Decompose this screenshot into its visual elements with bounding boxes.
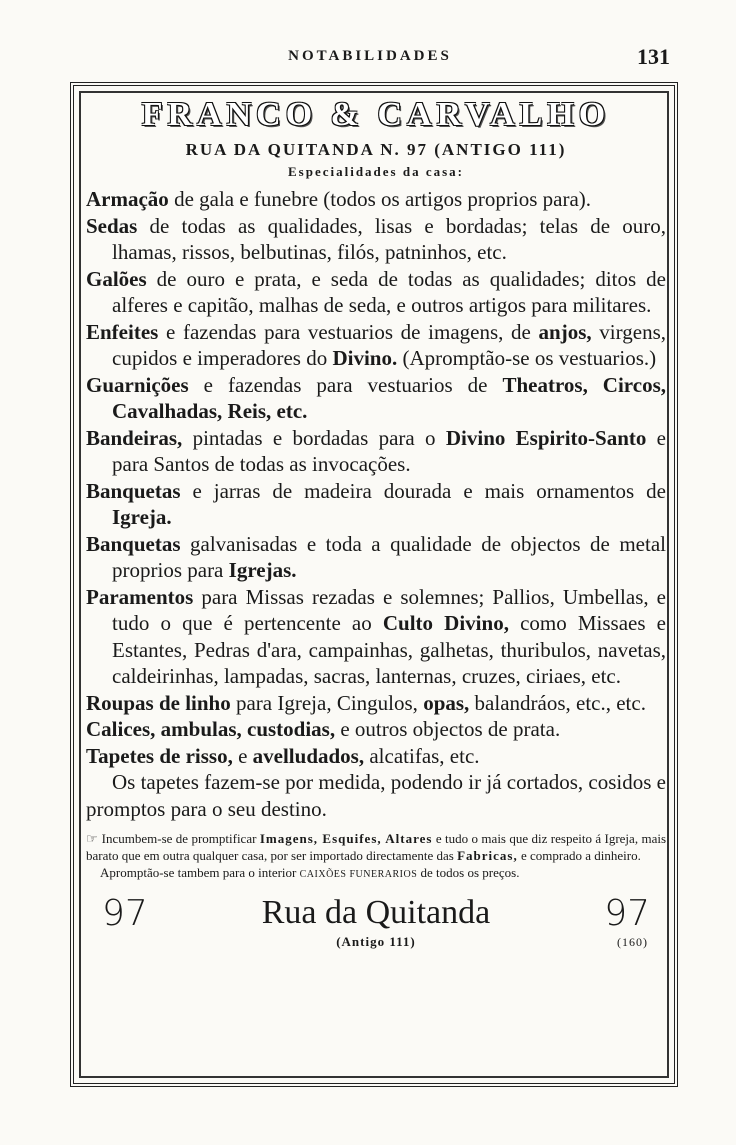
page-header [70,44,670,74]
item-lead: Banquetas [86,531,181,556]
list-item [86,319,666,372]
item-text: galvanisadas e toda a qualidade de objectos de metal proprios para [112,531,666,582]
item-text: para Igreja, Cingulos, [230,690,424,715]
former-number [86,933,666,951]
item-lead: Galões [86,266,147,291]
item-text: de ouro e prata, e seda de todas as qualidades; ditos de alferes e capitão, malhas de seda, e outros artigos para militares. [112,266,666,317]
item-bold: Divino. [332,346,398,370]
item-bold: Divino Espirito-Santo [445,425,647,450]
street-number-right: 97 [604,892,650,934]
item-text: virgens, cupidos e imperadores do [112,319,666,370]
item-text: alcatifas, etc. [364,743,480,768]
item-text: e jarras de madeira dourada e mais ornamentos de [180,478,666,503]
list-item [86,478,666,531]
item-text: e fazendas para vestuarios de imagens, de [158,319,539,344]
item-bold: Igrejas. [228,558,297,582]
running-head: NOTABILIDADES [288,48,452,64]
closing-note: Os tapetes fazem-se por medida, podendo ir já cortados, cosidos e promptos para o seu destino. [86,770,666,821]
page-number: 131 [637,44,670,69]
list-item [86,266,666,319]
item-text: pintadas e bordadas para o [182,425,446,450]
item-lead: Calices, ambulas, custodias, [86,717,336,741]
item-bold: anjos, [538,319,592,344]
notice-text: Incumbem-se de promptificar [101,831,260,846]
notice-bold: Fabricas, [457,848,518,863]
notice-bold: Imagens, Esquifes, Altares [259,831,433,846]
item-text: e fazendas para vestuarios de [188,372,503,397]
address-footer [86,893,666,933]
advert-content [86,90,666,1075]
item-text: e para Santos de todas as invocações. [112,425,667,476]
item-bold: opas, [423,690,470,715]
item-text: de gala e funebre (todos os artigos proprios para). [168,187,592,211]
list-item [86,690,666,717]
item-lead: Guarnições [86,372,189,397]
item-lead: Sedas [86,213,138,238]
item-lead: Enfeites [86,319,159,344]
item-bold: Culto Divino, [382,611,509,635]
item-text: como Missaes e Estantes, Pedras d'ara, campainhas, galhetas, thuribulos, navetas, caldeirinhas, lampadas, sacras, lanternas, cruzes, ciriaes, etc. [112,611,666,688]
plate-number: (160) [617,935,648,949]
street-number-left: 97 [102,892,148,934]
pointing-hand-icon: ☞ [86,831,98,846]
item-bold: avelludados, [252,743,365,768]
notice-smallcaps: CAIXÕES FUNERARIOS [299,869,418,880]
firm-name: FRANCO & CARVALHO [141,96,611,133]
street-name: Rua da Quitanda [261,894,491,931]
list-item [86,531,666,584]
item-lead: Paramentos [86,584,194,609]
item-text: de todas as qualidades, lisas e bordadas; telas de ouro, lhamas, rissos, belbutinas, filós, patninhos, etc. [112,213,666,264]
item-text: e [232,743,253,768]
item-lead: Armação [86,187,169,211]
item-lead: Bandeiras, [86,425,183,450]
item-lead: Roupas de linho [86,690,231,715]
list-item [86,584,666,690]
list-item [86,716,666,743]
item-bold: Igreja. [112,505,172,529]
item-text: balandráos, etc., etc. [469,690,646,715]
former-number-text: (Antigo 111) [336,934,416,949]
item-bold: Theatros, Circos, Cavalhadas, Reis, etc. [112,372,666,423]
specialties-heading: Especialidades da casa: [287,164,464,179]
item-text: para Missas rezadas e solemnes; Pallios, Umbellas, e tudo o que é pertencente ao [112,584,666,635]
specialties-list [86,186,666,822]
list-item [86,372,666,425]
notice-text: e comprado a dinheiro. [517,848,641,863]
list-item [86,425,666,478]
item-lead: Banquetas [86,478,181,503]
item-text: e outros objectos de prata. [335,717,561,741]
notice-text: Apromptão-se tambem para o interior [100,865,300,880]
list-item [86,743,666,770]
notice-text: de todos os preços. [417,865,520,880]
notice-paragraph [86,830,666,883]
list-item [86,186,666,213]
item-lead: Tapetes de risso, [86,743,233,768]
notice-text: e tudo o mais que diz respeito á Igreja, mais barato que em outra qualquer casa, por ser importado directamente das [86,831,667,863]
list-item [86,213,666,266]
item-text: (Apromptão-se os vestuarios.) [397,346,657,370]
firm-address: RUA DA QUITANDA N. 97 (ANTIGO 111) [185,140,567,159]
